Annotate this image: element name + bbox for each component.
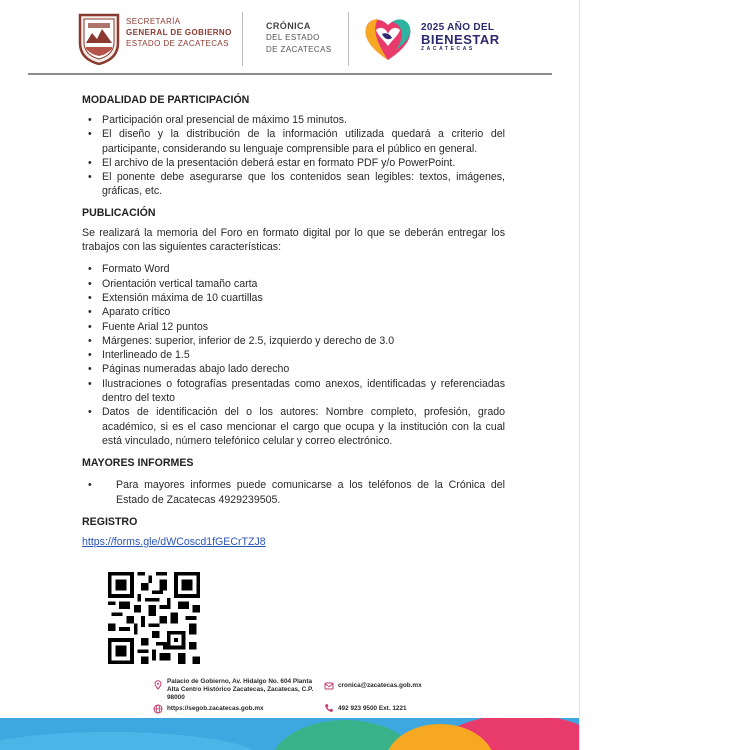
cronica-line2: DEL ESTADO <box>266 33 320 42</box>
cronica-line1: CRÓNICA <box>266 21 311 31</box>
footer-address: Palacio de Gobierno, Av. Hidalgo No. 604 Planta Alta Centro Histórico Zacatecas, Zacatecas, C.P. 98000 <box>167 678 314 701</box>
secretaria-line3: ESTADO DE ZACATECAS <box>126 39 229 48</box>
document-body <box>82 93 505 549</box>
list-item: • El archivo de la presentación deberá estar en formato PDF y/o PowerPoint. <box>82 156 505 170</box>
registro-link[interactable]: https://forms.gle/dWCoscd1fGECrTZJ8 <box>82 535 266 548</box>
informes-heading: MAYORES INFORMES <box>82 457 194 470</box>
bienestar-line2: BIENESTAR <box>421 32 500 47</box>
registro-heading: REGISTRO <box>82 515 138 528</box>
bienestar-title <box>421 22 500 53</box>
mail-icon <box>324 681 334 691</box>
list-item: • Extensión máxima de 10 cuartillas <box>82 291 505 305</box>
publicacion-heading: PUBLICACIÓN <box>82 206 156 219</box>
phone-icon <box>324 703 334 713</box>
cronica-name <box>266 20 332 56</box>
list-item: • Datos de identificación del o los autores: Nombre completo, profesión, grado académico, si es el caso mencionar el cargo que ocupa y la institución con la cual está vinculado, número telefónico celular y correo electrónico. <box>82 405 505 448</box>
list-item: • Ilustraciones o fotografías presentadas como anexos, identificadas y referenciadas dentro del texto <box>82 377 505 406</box>
list-item: • Orientación vertical tamaño carta <box>82 277 505 291</box>
qr-code <box>108 572 200 664</box>
modalidad-heading: MODALIDAD DE PARTICIPACIÓN <box>82 94 250 106</box>
list-item: • Interlineado de 1.5 <box>82 348 505 362</box>
bienestar-line3: ZACATECAS <box>421 46 475 52</box>
list-item: • Participación oral presencial de máximo 15 minutos. <box>82 113 505 127</box>
header-rule <box>28 73 552 75</box>
list-item: • Aparato crítico <box>82 305 505 319</box>
secretaria-name <box>126 16 232 49</box>
header-divider <box>242 12 243 66</box>
footer-website[interactable]: https://segob.zacatecas.gob.mx <box>167 705 264 712</box>
letterhead <box>0 0 580 75</box>
list-item: • El diseño y la distribución de la información utilizada quedará a criterio del participante, considerando su lenguaje comprensible para el público en general. <box>82 127 505 156</box>
footer-phone: 492 923 9500 Ext. 1221 <box>338 705 407 712</box>
globe-icon <box>153 704 163 714</box>
list-item: • Márgenes: superior, inferior de 2.5, izquierdo y derecho de 3.0 <box>82 334 505 348</box>
list-item: • Para mayores informes puede comunicarse a los teléfonos de la Crónica del Estado de Zacatecas 4929239505. <box>82 478 505 507</box>
header-divider <box>348 12 349 66</box>
list-item: • Páginas numeradas abajo lado derecho <box>82 362 505 376</box>
bienestar-line1: 2025 AÑO DEL <box>421 22 495 33</box>
secretaria-shield-logo <box>78 13 120 65</box>
cronica-line3: DE ZACATECAS <box>266 45 332 54</box>
secretaria-line2: GENERAL DE GOBIERNO <box>126 28 232 37</box>
bienestar-heart-logo <box>362 14 414 62</box>
modalidad-list <box>82 113 505 199</box>
list-item: • Formato Word <box>82 262 505 276</box>
publicacion-list <box>82 262 505 448</box>
list-item: • El ponente debe asegurarse que los contenidos sean legibles: textos, imágenes, gráficas, etc. <box>82 170 505 199</box>
footer-email[interactable]: cronica@zacatecas.gob.mx <box>338 682 422 689</box>
publicacion-intro: Se realizará la memoria del Foro en formato digital por lo que se deberán entregar los trabajos con las siguientes características: <box>82 226 505 254</box>
page-edge <box>579 0 580 750</box>
list-item: • Fuente Arial 12 puntos <box>82 320 505 334</box>
secretaria-line1: SECRETARÍA <box>126 17 181 26</box>
footer-color-band <box>0 718 580 750</box>
informes-list <box>82 478 505 507</box>
location-icon <box>153 680 163 690</box>
